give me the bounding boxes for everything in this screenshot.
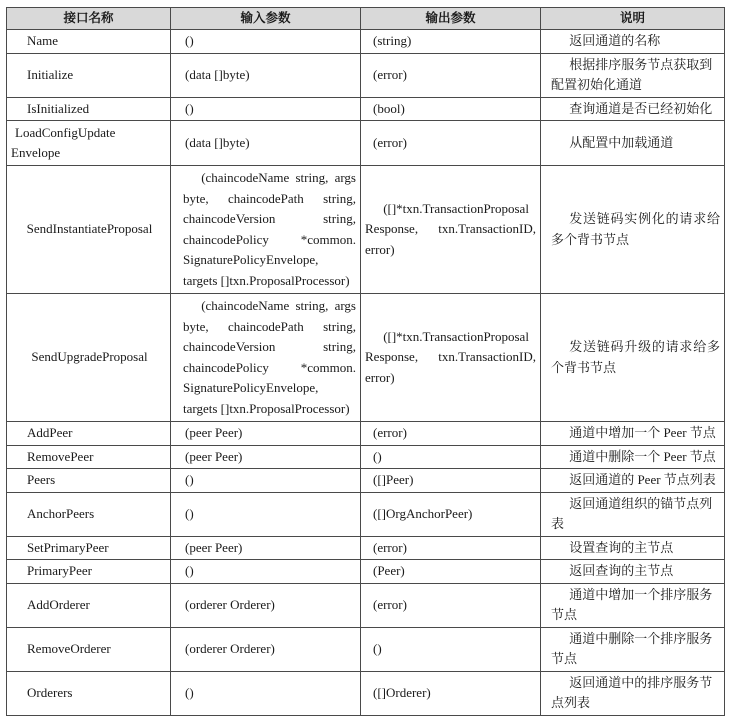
cell-name: [7, 121, 171, 166]
table-row: [7, 492, 725, 536]
cell-desc: 返回查询的主节点: [541, 560, 725, 584]
cell-output: ([]Orderer): [361, 671, 541, 715]
cell-desc: 返回通道中的排序服务节点列表: [541, 671, 725, 715]
cell-input: (orderer Orderer): [171, 627, 361, 671]
cell-name: AddOrderer: [7, 583, 171, 627]
table-row: [7, 627, 725, 671]
cell-name: IsInitialized: [7, 97, 171, 121]
cell-desc: 从配置中加载通道: [541, 121, 725, 166]
cell-name: RemovePeer: [7, 445, 171, 469]
table-row: [7, 671, 725, 715]
cell-input: (): [171, 560, 361, 584]
cell-output: (): [361, 445, 541, 469]
cell-input: (peer Peer): [171, 422, 361, 446]
table-row: [7, 469, 725, 493]
cell-desc: 通道中增加一个排序服务节点: [541, 583, 725, 627]
cell-desc: 返回通道的 Peer 节点列表: [541, 469, 725, 493]
cell-input: (data []byte): [171, 53, 361, 97]
cell-output: (error): [361, 53, 541, 97]
cell-desc: 发送链码升级的请求给多个背书节点: [541, 294, 725, 422]
table-row: [7, 53, 725, 97]
cell-output: (error): [361, 422, 541, 446]
header-row: [7, 8, 725, 30]
table-row: [7, 294, 725, 422]
cell-output: (string): [361, 30, 541, 54]
cell-desc: 根据排序服务节点获取到配置初始化通道: [541, 53, 725, 97]
cell-name: SendUpgradeProposal: [7, 294, 171, 422]
cell-desc: 通道中删除一个 Peer 节点: [541, 445, 725, 469]
table-row: [7, 445, 725, 469]
table-row: [7, 30, 725, 54]
interface-table: [6, 7, 725, 716]
cell-output: (error): [361, 536, 541, 560]
cell-name: AddPeer: [7, 422, 171, 446]
cell-name: Peers: [7, 469, 171, 493]
cell-input: (): [171, 97, 361, 121]
cell-desc: 返回通道组织的锚节点列表: [541, 492, 725, 536]
cell-output: (error): [361, 583, 541, 627]
table-row: [7, 422, 725, 446]
header-interface-name: 接口名称: [7, 8, 171, 30]
cell-desc: 通道中删除一个排序服务节点: [541, 627, 725, 671]
cell-output: (bool): [361, 97, 541, 121]
table-row: [7, 536, 725, 560]
cell-name: Initialize: [7, 53, 171, 97]
cell-output: (Peer): [361, 560, 541, 584]
cell-input: (orderer Orderer): [171, 583, 361, 627]
table-row: [7, 166, 725, 294]
cell-input: (data []byte): [171, 121, 361, 166]
header-input-params: 输入参数: [171, 8, 361, 30]
cell-output: ([]OrgAnchorPeer): [361, 492, 541, 536]
cell-name-line2: Envelope: [11, 145, 61, 160]
table-row: [7, 121, 725, 166]
cell-name: PrimaryPeer: [7, 560, 171, 584]
cell-output: ([]Peer): [361, 469, 541, 493]
table-row: [7, 583, 725, 627]
cell-desc: 发送链码实例化的请求给多个背书节点: [541, 166, 725, 294]
cell-name-line1: LoadConfigUpdate: [15, 124, 116, 140]
cell-input: (chaincodeName string, args byte, chaincodePath string, chaincodeVersion string, chaincodePolicy *common. SignaturePolicyEnvelope, targets []txn.ProposalProcessor): [171, 294, 361, 422]
table-row: [7, 97, 725, 121]
cell-desc: 查询通道是否已经初始化: [541, 97, 725, 121]
cell-desc: 通道中增加一个 Peer 节点: [541, 422, 725, 446]
cell-output: (error): [361, 121, 541, 166]
cell-input: (): [171, 492, 361, 536]
cell-output: (): [361, 627, 541, 671]
cell-name: SetPrimaryPeer: [7, 536, 171, 560]
header-output-params: 输出参数: [361, 8, 541, 30]
cell-output: ([]*txn.TransactionProposal Response, txn.TransactionID, error): [361, 294, 541, 422]
cell-desc: 设置查询的主节点: [541, 536, 725, 560]
cell-input: (peer Peer): [171, 536, 361, 560]
cell-input: (): [171, 30, 361, 54]
cell-input: (): [171, 671, 361, 715]
cell-name: Name: [7, 30, 171, 54]
cell-name: SendInstantiateProposal: [7, 166, 171, 294]
cell-input: (peer Peer): [171, 445, 361, 469]
header-description: 说明: [541, 8, 725, 30]
cell-output: ([]*txn.TransactionProposal Response, txn.TransactionID, error): [361, 166, 541, 294]
cell-input: (): [171, 469, 361, 493]
cell-desc: 返回通道的名称: [541, 30, 725, 54]
cell-name: RemoveOrderer: [7, 627, 171, 671]
cell-name: Orderers: [7, 671, 171, 715]
cell-name: AnchorPeers: [7, 492, 171, 536]
table-row: [7, 560, 725, 584]
cell-input: (chaincodeName string, args byte, chaincodePath string, chaincodeVersion string, chaincodePolicy *common. SignaturePolicyEnvelope, targets []txn.ProposalProcessor): [171, 166, 361, 294]
